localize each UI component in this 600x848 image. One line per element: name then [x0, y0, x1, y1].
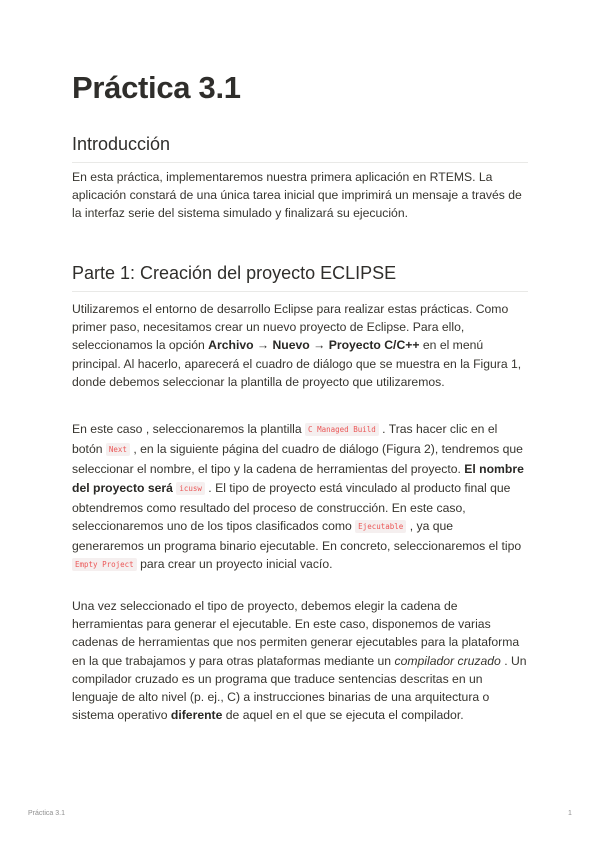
- footer-title: Práctica 3.1: [28, 810, 65, 817]
- part1-heading: Parte 1: Creación del proyecto ECLIPSE: [72, 263, 528, 292]
- part1-paragraph-1: [72, 300, 528, 391]
- intro-paragraph: En esta práctica, implementaremos nuestra primera aplicación en RTEMS. La aplicación constará de una única tarea inicial que imprimirá un mensaje a través de la interfaz serie del sistema simulado y finalizará su ejecución.: [72, 170, 522, 221]
- page-number: 1: [568, 810, 572, 817]
- part1-paragraph-3: [72, 597, 528, 724]
- intro-heading: Introducción: [72, 134, 528, 163]
- text-run: . El tipo de proyecto está vinculado al producto final que obtendremos como resultado del proceso de construcción. En este caso, seleccionaremos uno de los tipos clasificados como: [72, 480, 511, 534]
- text-run: para crear un proyecto inicial vacío.: [136, 557, 333, 572]
- intro-section: [72, 134, 528, 163]
- text-run: . Un compilador cruzado es un programa que traduce sentencias descritas en un lenguaje de alto nivel (p. ej., C) a instrucciones binarias de una arquitectura o sistema operativo: [72, 653, 527, 723]
- bold-text: diferente: [170, 708, 223, 723]
- text-run: Utilizaremos el entorno de desarrollo Eclipse para realizar estas prácticas. Como primer paso, necesitamos crear un nuevo proyecto de Eclipse. Para ello, seleccionamos la opción: [72, 302, 509, 353]
- part1-section: [72, 263, 528, 292]
- inline-code-c-managed-build: C Managed Build: [305, 423, 379, 436]
- text-run: de aquel en el que se ejecuta el compilador.: [222, 708, 464, 723]
- inline-code-ejecutable: Ejecutable: [355, 520, 406, 533]
- text-run: En este caso , seleccionaremos la plantilla: [72, 422, 306, 436]
- text-run: . Tras hacer clic en el botón: [72, 422, 498, 457]
- text-run: , ya que generaremos un programa binario ejecutable. En concreto, seleccionaremos el tipo: [72, 519, 522, 554]
- bold-text: El nombre del proyecto será: [72, 462, 524, 495]
- italic-text: compilador cruzado: [394, 653, 501, 668]
- page-title: Práctica 3.1: [72, 70, 241, 105]
- text-run: , en la siguiente página del cuadro de diálogo (Figura 2), tendremos que seleccionar el nombre, el tipo y la cadena de herramientas del proyecto.: [72, 442, 523, 477]
- inline-code-empty-project: Empty Project: [72, 558, 137, 571]
- text-run: Una vez seleccionado el tipo de proyecto, debemos elegir la cadena de herramientas para generar el ejecutable. En este caso, disponemos de varias cadenas de herramientas que nos permiten generar ejecutables para la plataforma en la que trabajamos y para otras plataformas mediante un: [72, 599, 520, 668]
- part1-paragraph-2: [72, 420, 528, 576]
- inline-code-next: Next: [106, 443, 130, 456]
- menu-path: Archivo → Nuevo → Proyecto C/C++: [208, 338, 420, 353]
- inline-code-icusw: icusw: [176, 482, 205, 495]
- text-run: en el menú principal. Al hacerlo, aparecerá el cuadro de diálogo que se muestra en la Figura 1, donde debemos seleccionar la plantilla de proyecto que utilizaremos.: [72, 338, 522, 389]
